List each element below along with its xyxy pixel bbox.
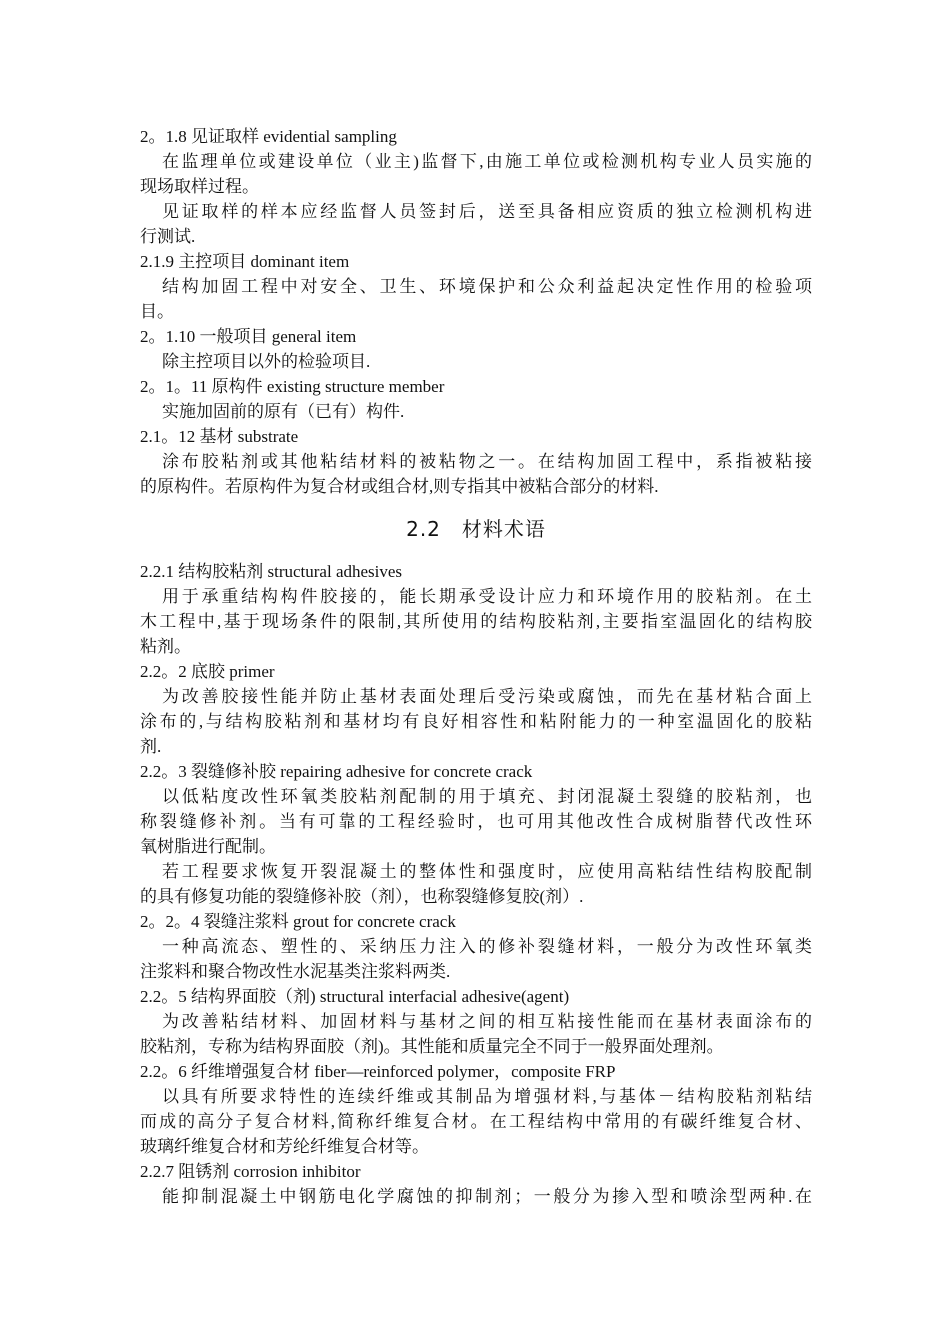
paragraph-line: 目。 <box>140 302 174 321</box>
paragraph-line: 而成的高分子复合材料,简称纤维复合材。在工程结构中常用的有碳纤维复合材、 <box>140 1112 812 1131</box>
paragraph-line: 涂布的,与结构胶粘剂和基材均有良好相容性和粘附能力的一种室温固化的胶粘 <box>140 712 812 731</box>
paragraph-line: 以低粘度改性环氧类胶粘剂配制的用于填充、封闭混凝土裂缝的胶粘剂，也 <box>162 787 812 806</box>
paragraph-line: 用于承重结构构件胶接的，能长期承受设计应力和环境作用的胶粘剂。在土 <box>162 587 812 606</box>
document-page <box>140 124 812 1209</box>
paragraph-line: 的具有修复功能的裂缝修补胶（剂），也称裂缝修复胶(剂）. <box>140 887 584 906</box>
term-heading: 2。1.10 一般项目 general item <box>140 327 357 346</box>
paragraph-line: 涂布胶粘剂或其他粘结材料的被粘物之一。在结构加固工程中，系指被粘接 <box>162 452 812 471</box>
paragraph-line: 除主控项目以外的检验项目. <box>162 352 371 371</box>
section-2-2-terms <box>140 559 812 1209</box>
term-heading: 2.2。5 结构界面胶（剂) structural interfacial adhesive(agent) <box>140 987 570 1006</box>
paragraph-line: 能抑制混凝土中钢筋电化学腐蚀的抑制剂；一般分为掺入型和喷涂型两种.在 <box>162 1187 812 1206</box>
paragraph-line: 实施加固前的原有（已有）构件. <box>162 402 405 421</box>
section-2-1-terms <box>140 124 812 499</box>
paragraph-line: 现场取样过程。 <box>140 177 259 196</box>
section-title: 2.2 材料术语 <box>406 517 546 541</box>
paragraph-line: 行测试. <box>140 227 196 246</box>
paragraph-line: 结构加固工程中对安全、卫生、环境保护和公众利益起决定性作用的检验项 <box>162 277 812 296</box>
paragraph-line: 的原构件。若原构件为复合材或组合材,则专指其中被粘合部分的材料. <box>140 477 659 496</box>
paragraph-line: 称裂缝修补剂。当有可靠的工程经验时，也可用其他改性合成树脂替代改性环 <box>140 812 812 831</box>
paragraph-line: 玻璃纤维复合材和芳纶纤维复合材等。 <box>140 1137 429 1156</box>
term-heading: 2.1。12 基材 substrate <box>140 427 299 446</box>
paragraph-line: 木工程中,基于现场条件的限制,其所使用的结构胶粘剂,主要指室温固化的结构胶 <box>140 612 812 631</box>
paragraph-line: 为改善胶接性能并防止基材表面处理后受污染或腐蚀，而先在基材粘合面上 <box>162 687 812 706</box>
term-heading: 2.2。3 裂缝修补胶 repairing adhesive for concrete crack <box>140 762 533 781</box>
term-heading: 2.2。6 纤维增强复合材 fiber—reinforced polymer，composite FRP <box>140 1062 616 1081</box>
paragraph-line: 氧树脂进行配制。 <box>140 837 276 856</box>
paragraph-line: 见证取样的样本应经监督人员签封后，送至具备相应资质的独立检测机构进 <box>162 202 812 221</box>
paragraph-line: 若工程要求恢复开裂混凝土的整体性和强度时，应使用高粘结性结构胶配制 <box>162 862 812 881</box>
paragraph-line: 胶粘剂，专称为结构界面胶（剂)。其性能和质量完全不同于一般界面处理剂。 <box>140 1037 724 1056</box>
paragraph-line: 粘剂。 <box>140 637 191 656</box>
term-heading: 2.1.9 主控项目 dominant item <box>140 252 350 271</box>
term-heading: 2。1.8 见证取样 evidential sampling <box>140 127 397 146</box>
term-heading: 2。1。11 原构件 existing structure member <box>140 377 445 396</box>
paragraph-line: 以具有所要求特性的连续纤维或其制品为增强材料,与基体－结构胶粘剂粘结 <box>162 1087 812 1106</box>
term-heading: 2.2.1 结构胶粘剂 structural adhesives <box>140 562 403 581</box>
term-heading: 2。2。4 裂缝注浆料 grout for concrete crack <box>140 912 456 931</box>
paragraph-line: 为改善粘结材料、加固材料与基材之间的相互粘接性能而在基材表面涂布的 <box>162 1012 812 1031</box>
paragraph-line: 一种高流态、塑性的、采纳压力注入的修补裂缝材料，一般分为改性环氧类 <box>162 937 812 956</box>
term-heading: 2.2。2 底胶 primer <box>140 662 275 681</box>
paragraph-line: 在监理单位或建设单位（业主)监督下,由施工单位或检测机构专业人员实施的 <box>162 152 812 171</box>
paragraph-line: 剂. <box>140 737 162 756</box>
paragraph-line: 注浆料和聚合物改性水泥基类注浆料两类. <box>140 962 451 981</box>
term-heading: 2.2.7 阻锈剂 corrosion inhibitor <box>140 1162 361 1181</box>
